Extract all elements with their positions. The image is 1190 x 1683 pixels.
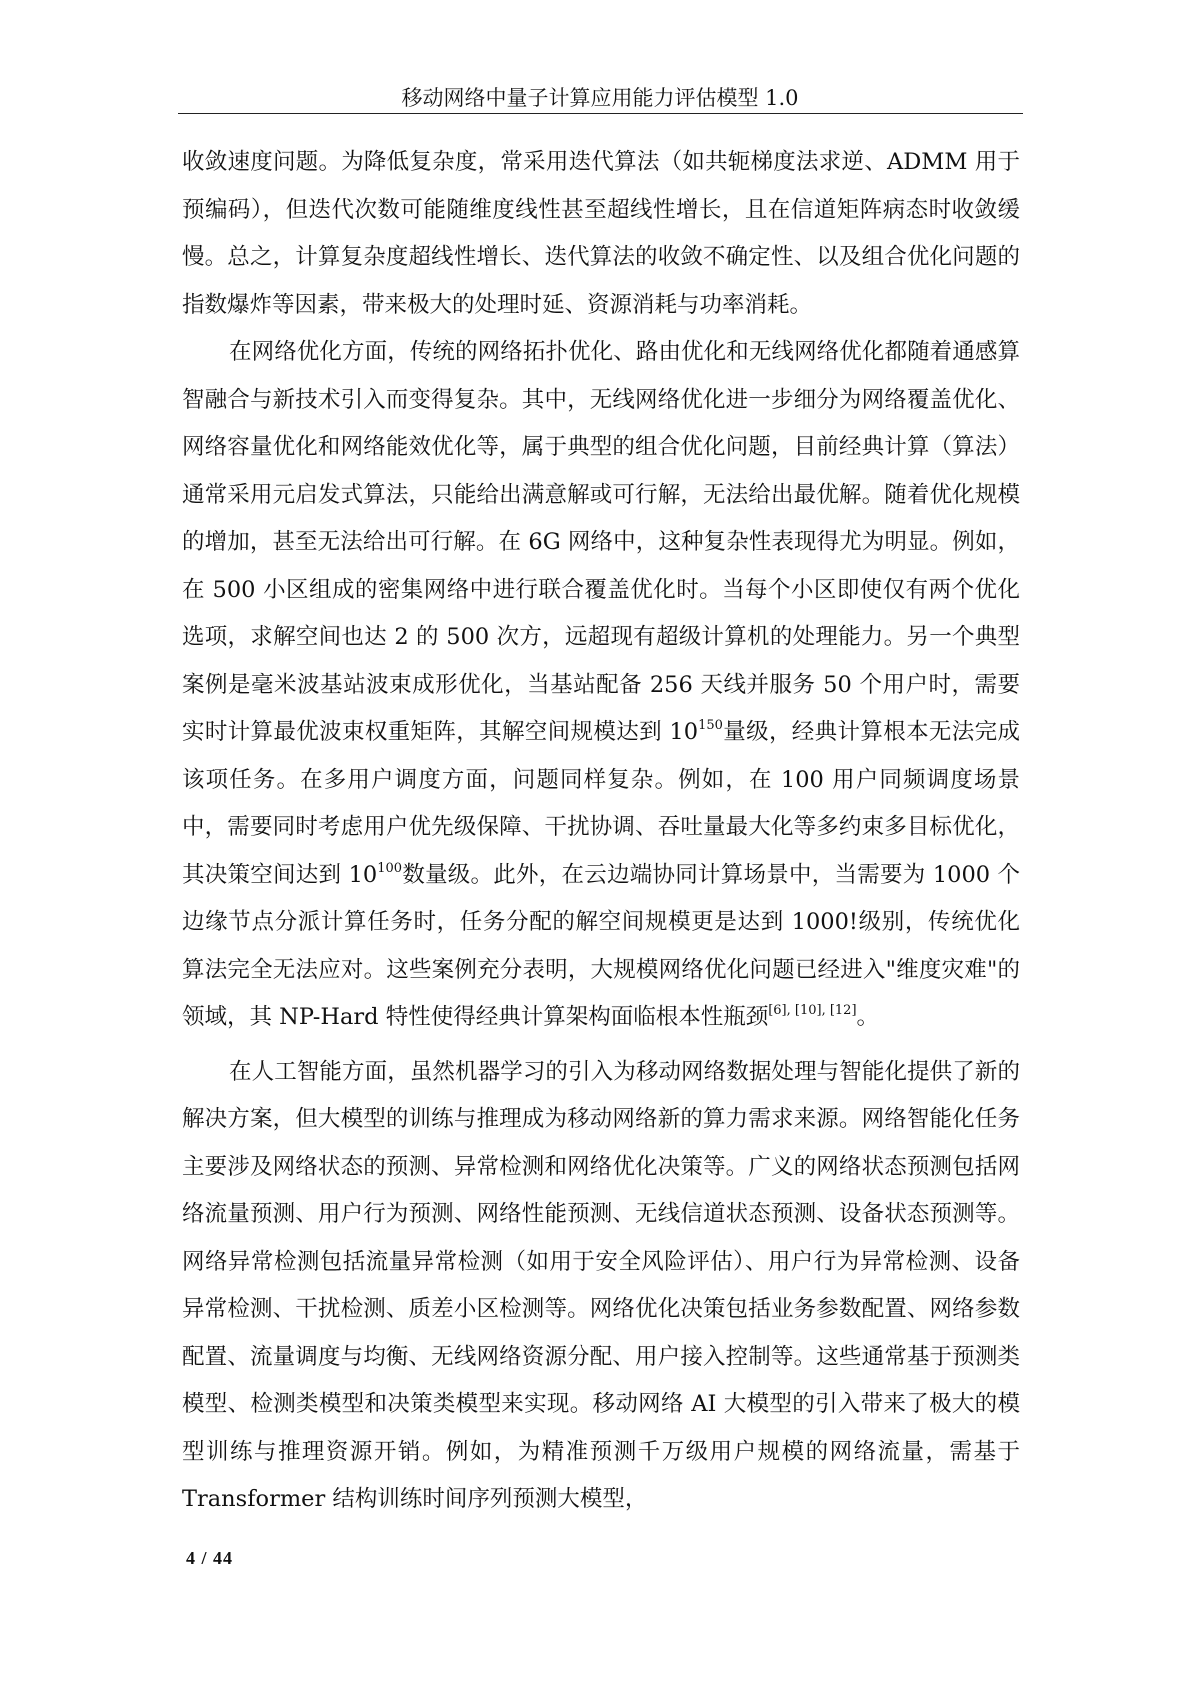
page-number: 4 / 44 <box>186 1548 234 1568</box>
paragraph-2 <box>182 329 1020 1042</box>
body-text <box>182 139 1020 1524</box>
header-divider <box>178 113 1023 114</box>
paragraph-2-text-a: 在网络优化方面，传统的网络拓扑优化、路由优化和无线网络优化都随着通感算智融合与新技术引入而变得复杂。其中，无线网络优化进一步细分为网络覆盖优化、网络容量优化和网络能效优化等，属于典型的组合优化问题，目前经典计算（算法）通常采用元启发式算法，只能给出满意解或可行解，无法给出最优解。随着优化规模的增加，甚至无法给出可行解。在 6G 网络中，这种复杂性表现得尤为明显。例如，在 500 小区组成的密集网络中进行联合覆盖优化时。当每个小区即使仅有两个优化选项，求解空间也达 2 的 500 次方，远超现有超级计算机的处理能力。另一个典型案例是毫米波基站波束成形优化，当基站配备 256 天线并服务 50 个用户时，需要实时计算最优波束权重矩阵，其解空间规模达到 10 <box>182 339 1020 745</box>
page-header-title: 移动网络中量子计算应用能力评估模型 1.0 <box>401 86 799 110</box>
paragraph-2-text-b: 量级，经典计算根本无法完成该项任务。在多用户调度方面，问题同样复杂。例如，在 100 用户同频调度场景中，需要同时考虑用户优先级保障、干扰协调、吞吐量最大化等多约束多目标优化，其决策空间达到 10 <box>182 719 1020 888</box>
paragraph-2-text-c: 数量级。此外，在云边端协同计算场景中，当需要为 1000 个边缘节点分派计算任务时，任务分配的解空间规模更是达到 1000!级别，传统优化算法完全无法应对。这些案例充分表明，大规模网络优化问题已经进入"维度灾难"的领域，其 NP-Hard 特性使得经典计算架构面临根本性瓶颈 <box>182 861 1020 1030</box>
paragraph-3: 在人工智能方面，虽然机器学习的引入为移动网络数据处理与智能化提供了新的解决方案，但大模型的训练与推理成为移动网络新的算力需求来源。网络智能化任务主要涉及网络状态的预测、异常检测和网络优化决策等。广义的网络状态预测包括网络流量预测、用户行为预测、网络性能预测、无线信道状态预测、设备状态预测等。网络异常检测包括流量异常检测（如用于安全风险评估）、用户行为异常检测、设备异常检测、干扰检测、质差小区检测等。网络优化决策包括业务参数配置、网络参数配置、流量调度与均衡、无线网络资源分配、用户接入控制等。这些通常基于预测类模型、检测类模型和决策类模型来实现。移动网络 AI 大模型的引入带来了极大的模型训练与推理资源开销。例如，为精准预测千万级用户规模的网络流量，需基于 Transformer 结构训练时间序列预测大模型， <box>182 1058 1020 1512</box>
exponent-100: 100 <box>377 860 403 876</box>
exponent-150: 150 <box>698 718 723 733</box>
paragraph-2-text-d: 。 <box>856 1004 880 1030</box>
paragraph-1: 收敛速度问题。为降低复杂度，常采用迭代算法（如共轭梯度法求逆、ADMM 用于预编码），但迭代次数可能随维度线性甚至超线性增长，且在信道矩阵病态时收敛缓慢。总之，计算复杂度超线性增长、迭代算法的收敛不确定性、以及组合优化问题的指数爆炸等因素，带来极大的处理时延、资源消耗与功率消耗。 <box>182 149 1020 318</box>
citation-refs[interactable]: [6], [10], [12] <box>768 1003 857 1018</box>
